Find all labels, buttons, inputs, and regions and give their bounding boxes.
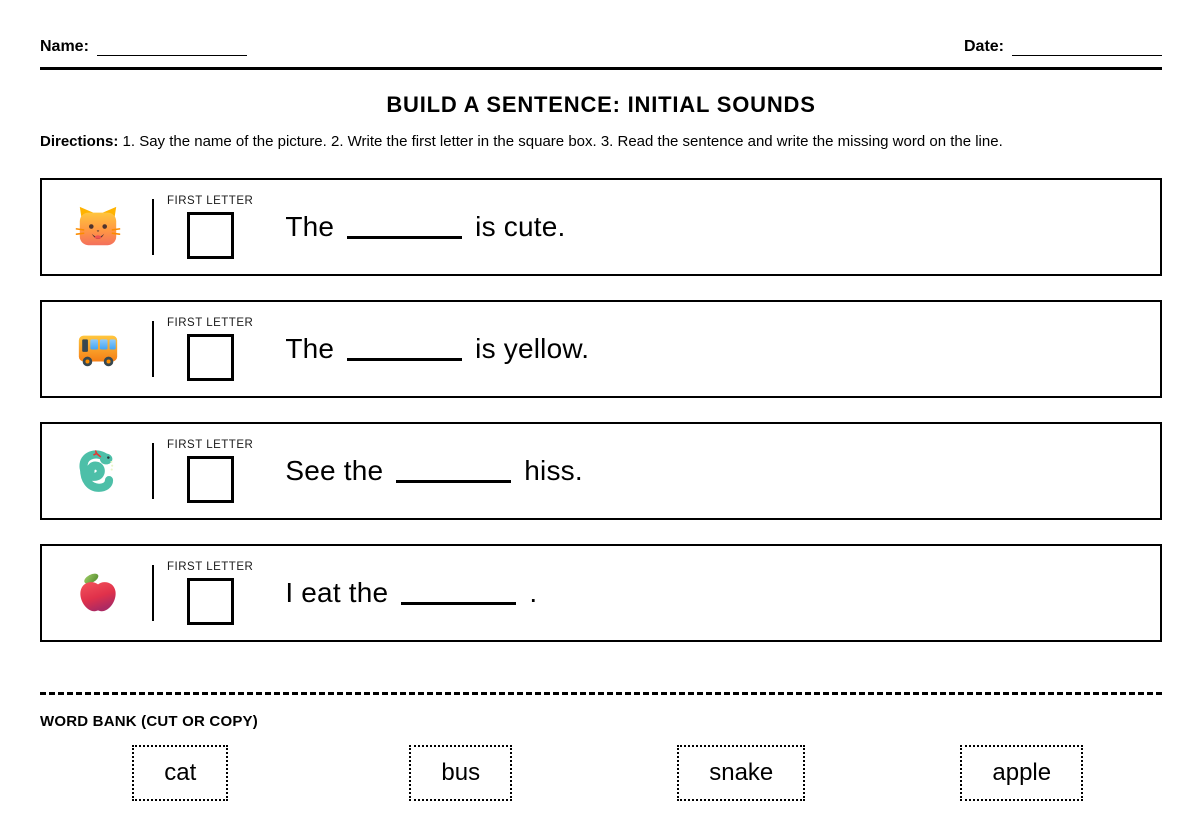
- directions-text: 1. Say the name of the picture. 2. Write the first letter in the square box. 3. Read the sentence and write the missing word on the line.: [122, 133, 1003, 150]
- sentence-after: hiss.: [524, 455, 583, 486]
- sentence-blank[interactable]: [347, 236, 462, 239]
- sentence-row-bus: [40, 300, 1162, 398]
- bus-emoji-icon: [75, 326, 121, 372]
- first-letter-group: [167, 317, 253, 381]
- first-letter-label: FIRST LETTER: [167, 195, 254, 207]
- sentence-text: [285, 211, 565, 243]
- sentence-before: The: [285, 211, 335, 242]
- sentence-row-cat: [40, 178, 1162, 276]
- page-header: [40, 38, 1162, 70]
- word-chip-snake[interactable]: snake: [677, 745, 805, 801]
- date-field: [964, 38, 1162, 56]
- directions: [40, 133, 1162, 150]
- first-letter-box[interactable]: [187, 212, 234, 259]
- sentence-text: [285, 455, 583, 487]
- sentence-before: See the: [285, 455, 384, 486]
- first-letter-label: FIRST LETTER: [167, 561, 254, 573]
- first-letter-box[interactable]: [187, 578, 234, 625]
- sentence-blank[interactable]: [401, 602, 516, 605]
- first-letter-box[interactable]: [187, 456, 234, 503]
- first-letter-group: [167, 561, 253, 625]
- first-letter-label: FIRST LETTER: [167, 317, 254, 329]
- sentence-blank[interactable]: [396, 480, 511, 483]
- first-letter-group: [167, 439, 253, 503]
- date-write-line[interactable]: [1012, 55, 1162, 56]
- sentence-after: is yellow.: [475, 333, 590, 364]
- first-letter-group: [167, 195, 253, 259]
- first-letter-label: FIRST LETTER: [167, 439, 254, 451]
- word-chip-apple[interactable]: apple: [960, 745, 1083, 801]
- name-label: Name:: [40, 38, 89, 55]
- sentence-row-apple: [40, 544, 1162, 642]
- sentence-text: [285, 333, 589, 365]
- name-write-line[interactable]: [97, 55, 247, 56]
- sentence-before: The: [285, 333, 335, 364]
- row-divider-line: [152, 321, 154, 377]
- row-divider-line: [152, 565, 154, 621]
- sentence-before: I eat the: [285, 577, 389, 608]
- name-field: [40, 38, 247, 56]
- sentence-rows: [40, 178, 1162, 642]
- word-chip-cat[interactable]: cat: [132, 745, 228, 801]
- word-bank-column: [40, 745, 321, 801]
- first-letter-box[interactable]: [187, 334, 234, 381]
- cut-line-divider: [40, 692, 1162, 695]
- page-title: BUILD A SENTENCE: INITIAL SOUNDS: [386, 92, 816, 117]
- sentence-after: is cute.: [475, 211, 566, 242]
- sentence-blank[interactable]: [347, 358, 462, 361]
- word-chip-bus[interactable]: bus: [409, 745, 512, 801]
- word-bank-column: [321, 745, 602, 801]
- word-bank-column: [882, 745, 1163, 801]
- word-bank-label: WORD BANK (CUT OR COPY): [40, 713, 258, 730]
- date-label: Date:: [963, 38, 1004, 55]
- row-divider-line: [152, 199, 154, 255]
- sentence-text: [285, 577, 537, 609]
- word-bank-column: [601, 745, 882, 801]
- directions-label: Directions:: [40, 133, 119, 150]
- row-divider-line: [152, 443, 154, 499]
- cat-emoji-icon: [75, 204, 121, 250]
- sentence-row-snake: [40, 422, 1162, 520]
- sentence-after: .: [529, 577, 538, 608]
- snake-emoji-icon: [75, 448, 121, 494]
- apple-emoji-icon: [75, 570, 121, 616]
- word-bank-row: [40, 745, 1162, 801]
